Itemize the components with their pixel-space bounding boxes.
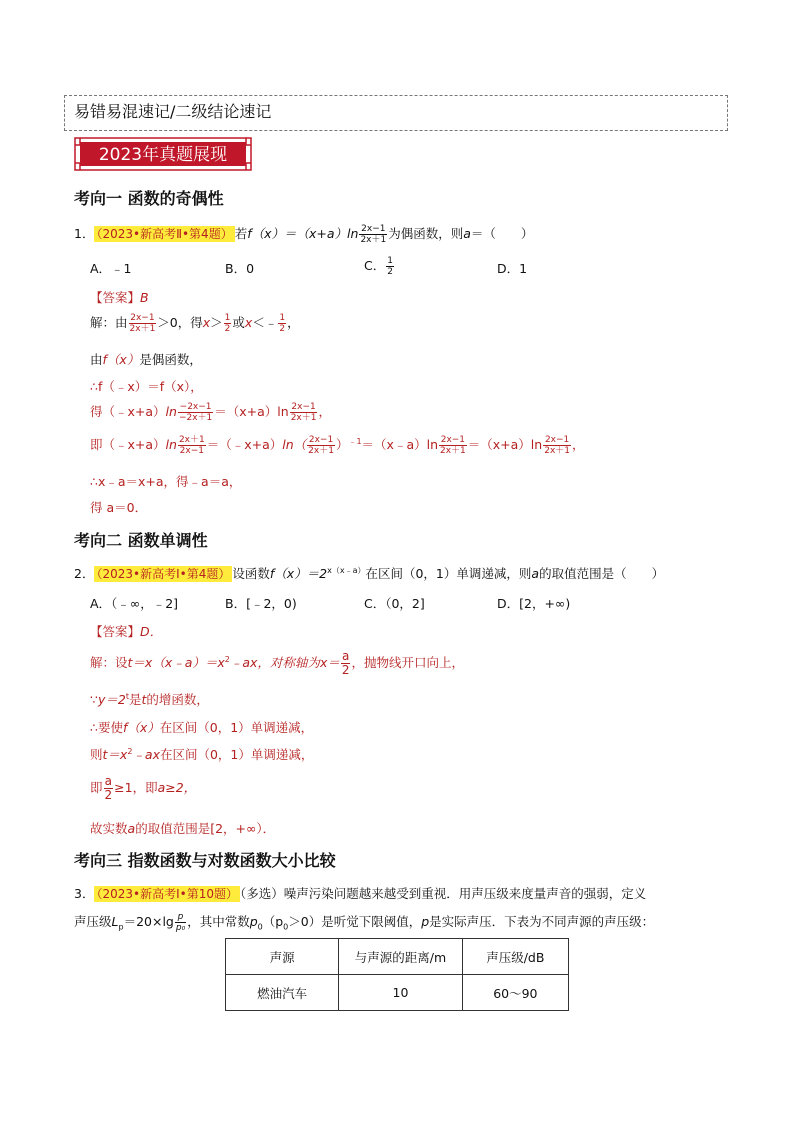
option-d: D．1: [497, 261, 528, 276]
option-c: C．（0，2]: [364, 596, 425, 611]
table-header-cell: 声压级/dB: [462, 939, 568, 975]
question-source-tag: （2023•新高考Ⅱ•第4题）: [96, 227, 233, 241]
question-number: 1．: [74, 226, 95, 241]
solution-line-2: $\because y=2^t$是t的增函数，: [90, 691, 209, 707]
option-b: B．0: [225, 261, 255, 276]
stem-text: ＝（ ）: [470, 226, 534, 241]
option-a: A．﹣1: [90, 261, 132, 276]
question-source-tag: （2023•新高考Ⅰ•第10题）: [96, 887, 238, 901]
answer-line: [90, 288, 149, 306]
section-title-3: 考向三 指数函数与对数函数大小比较: [74, 851, 336, 870]
answer-label: 【答案】: [90, 290, 141, 305]
solution-line-2: 由f（x）是偶函数，: [90, 352, 202, 367]
table-header-cell: 声源: [226, 939, 339, 975]
answer-value: B: [140, 290, 149, 305]
banner-text: 2023年真题展现: [98, 145, 228, 165]
section-title-2: 考向二 函数单调性: [74, 531, 208, 550]
solution-line-3: ∴f（﹣x）＝f（x），: [90, 379, 203, 394]
stem-text: 若: [234, 226, 248, 241]
solution-line-5: 即 $\frac{a}{2}$ ≥1，即a≥2，: [90, 774, 197, 802]
question-number: 2．: [74, 566, 95, 581]
table-cell: 燃油汽车: [226, 975, 339, 1011]
stem-fraction: $\frac{2x-1}{2x+1}$: [360, 224, 387, 245]
header-title: 易错易混速记/二级结论速记: [74, 102, 272, 121]
stem-expression: f（x）＝（x+a）ln: [247, 226, 359, 241]
solution-line-6: ∴x﹣a＝x+a，得﹣a＝a，: [90, 474, 242, 489]
solution-line-3: ∴要使f（x）在区间（0，1）单调递减，: [90, 720, 314, 735]
question-3-stem: 3． （2023•新高考Ⅰ•第10题） （多选）噪声污染问题越来越受到重视．用声压级来度量声音的强弱，定义: [74, 886, 647, 901]
section-title-1: 考向一 函数的奇偶性: [74, 189, 224, 208]
question-3-stem-line-2: 声压级$L_p=20\times\lg$ $\frac{p}{\text{p₀}}$ ，其中常数$p_0(p_0>0)$是听觉下限阈值，p是实际声压．下表为不同声源的声压级：: [74, 912, 655, 933]
stem-var: a: [463, 226, 471, 241]
solution-line-6: 故实数a的取值范围是[2，+∞）．: [90, 821, 276, 836]
question-source-tag: （2023•新高考Ⅰ•第4题）: [96, 567, 231, 581]
stem-text: 为偶函数，则: [388, 226, 464, 241]
table-cell: 10: [339, 975, 462, 1011]
option-b: B．[﹣2，0): [225, 596, 297, 611]
table-row: [226, 975, 569, 1011]
option-c: C． $\frac{1}{2}$: [364, 256, 393, 277]
banner: [74, 137, 252, 171]
question-number: 3．: [74, 886, 95, 901]
sound-level-table: [225, 938, 569, 1011]
question-2-stem: 2． （2023•新高考Ⅰ•第4题） 设函数$f(x)=2^{x(x﹣a)}$在区间（0，1）单调递减，则a的取值范围是（ ）: [74, 565, 665, 581]
solution-line-5: 即（﹣x+a）ln $\frac{2x+1}{2x-1}$ ＝（﹣x+a）ln（ $\frac{2x-1}{2x+1}$ ）$^{﹣1}$＝（x﹣a）ln $\frac{2x-1}{2x+1}$ ＝（x+a）ln $\frac{2x-1}{2x+1}$ ，: [90, 435, 585, 456]
solution-line-4: 得（﹣x+a）ln $\frac{-2x-1}{-2x+1}$ ＝（x+a）ln $\frac{2x-1}{2x+1}$ ，: [90, 402, 331, 423]
table-header-cell: 与声源的距离/m: [339, 939, 462, 975]
option-d: D．[2，+∞): [497, 596, 571, 611]
table-cell: 60～90: [462, 975, 568, 1011]
solution-line-1: 解：由 $\frac{2x-1}{2x+1}$ ＞0，得x＞ $\frac{1}{2}$ 或x＜﹣ $\frac{1}{2}$ ，: [90, 313, 300, 334]
answer-line: 【答案】D．: [90, 624, 163, 639]
solution-line-4: 则$t=x^2﹣ax$在区间（0，1）单调递减，: [90, 746, 314, 762]
solution-line-1: 解：设$t=x(x﹣a)=x^2﹣ax$，对称轴为x＝ $\frac{a}{2}$ ，抛物线开口向上，: [90, 649, 464, 677]
question-1-stem: [74, 224, 533, 245]
solution-line-7: 得 a＝0．: [90, 500, 148, 515]
table-header-row: [226, 939, 569, 975]
option-a: A．（﹣∞，﹣2]: [90, 596, 179, 611]
